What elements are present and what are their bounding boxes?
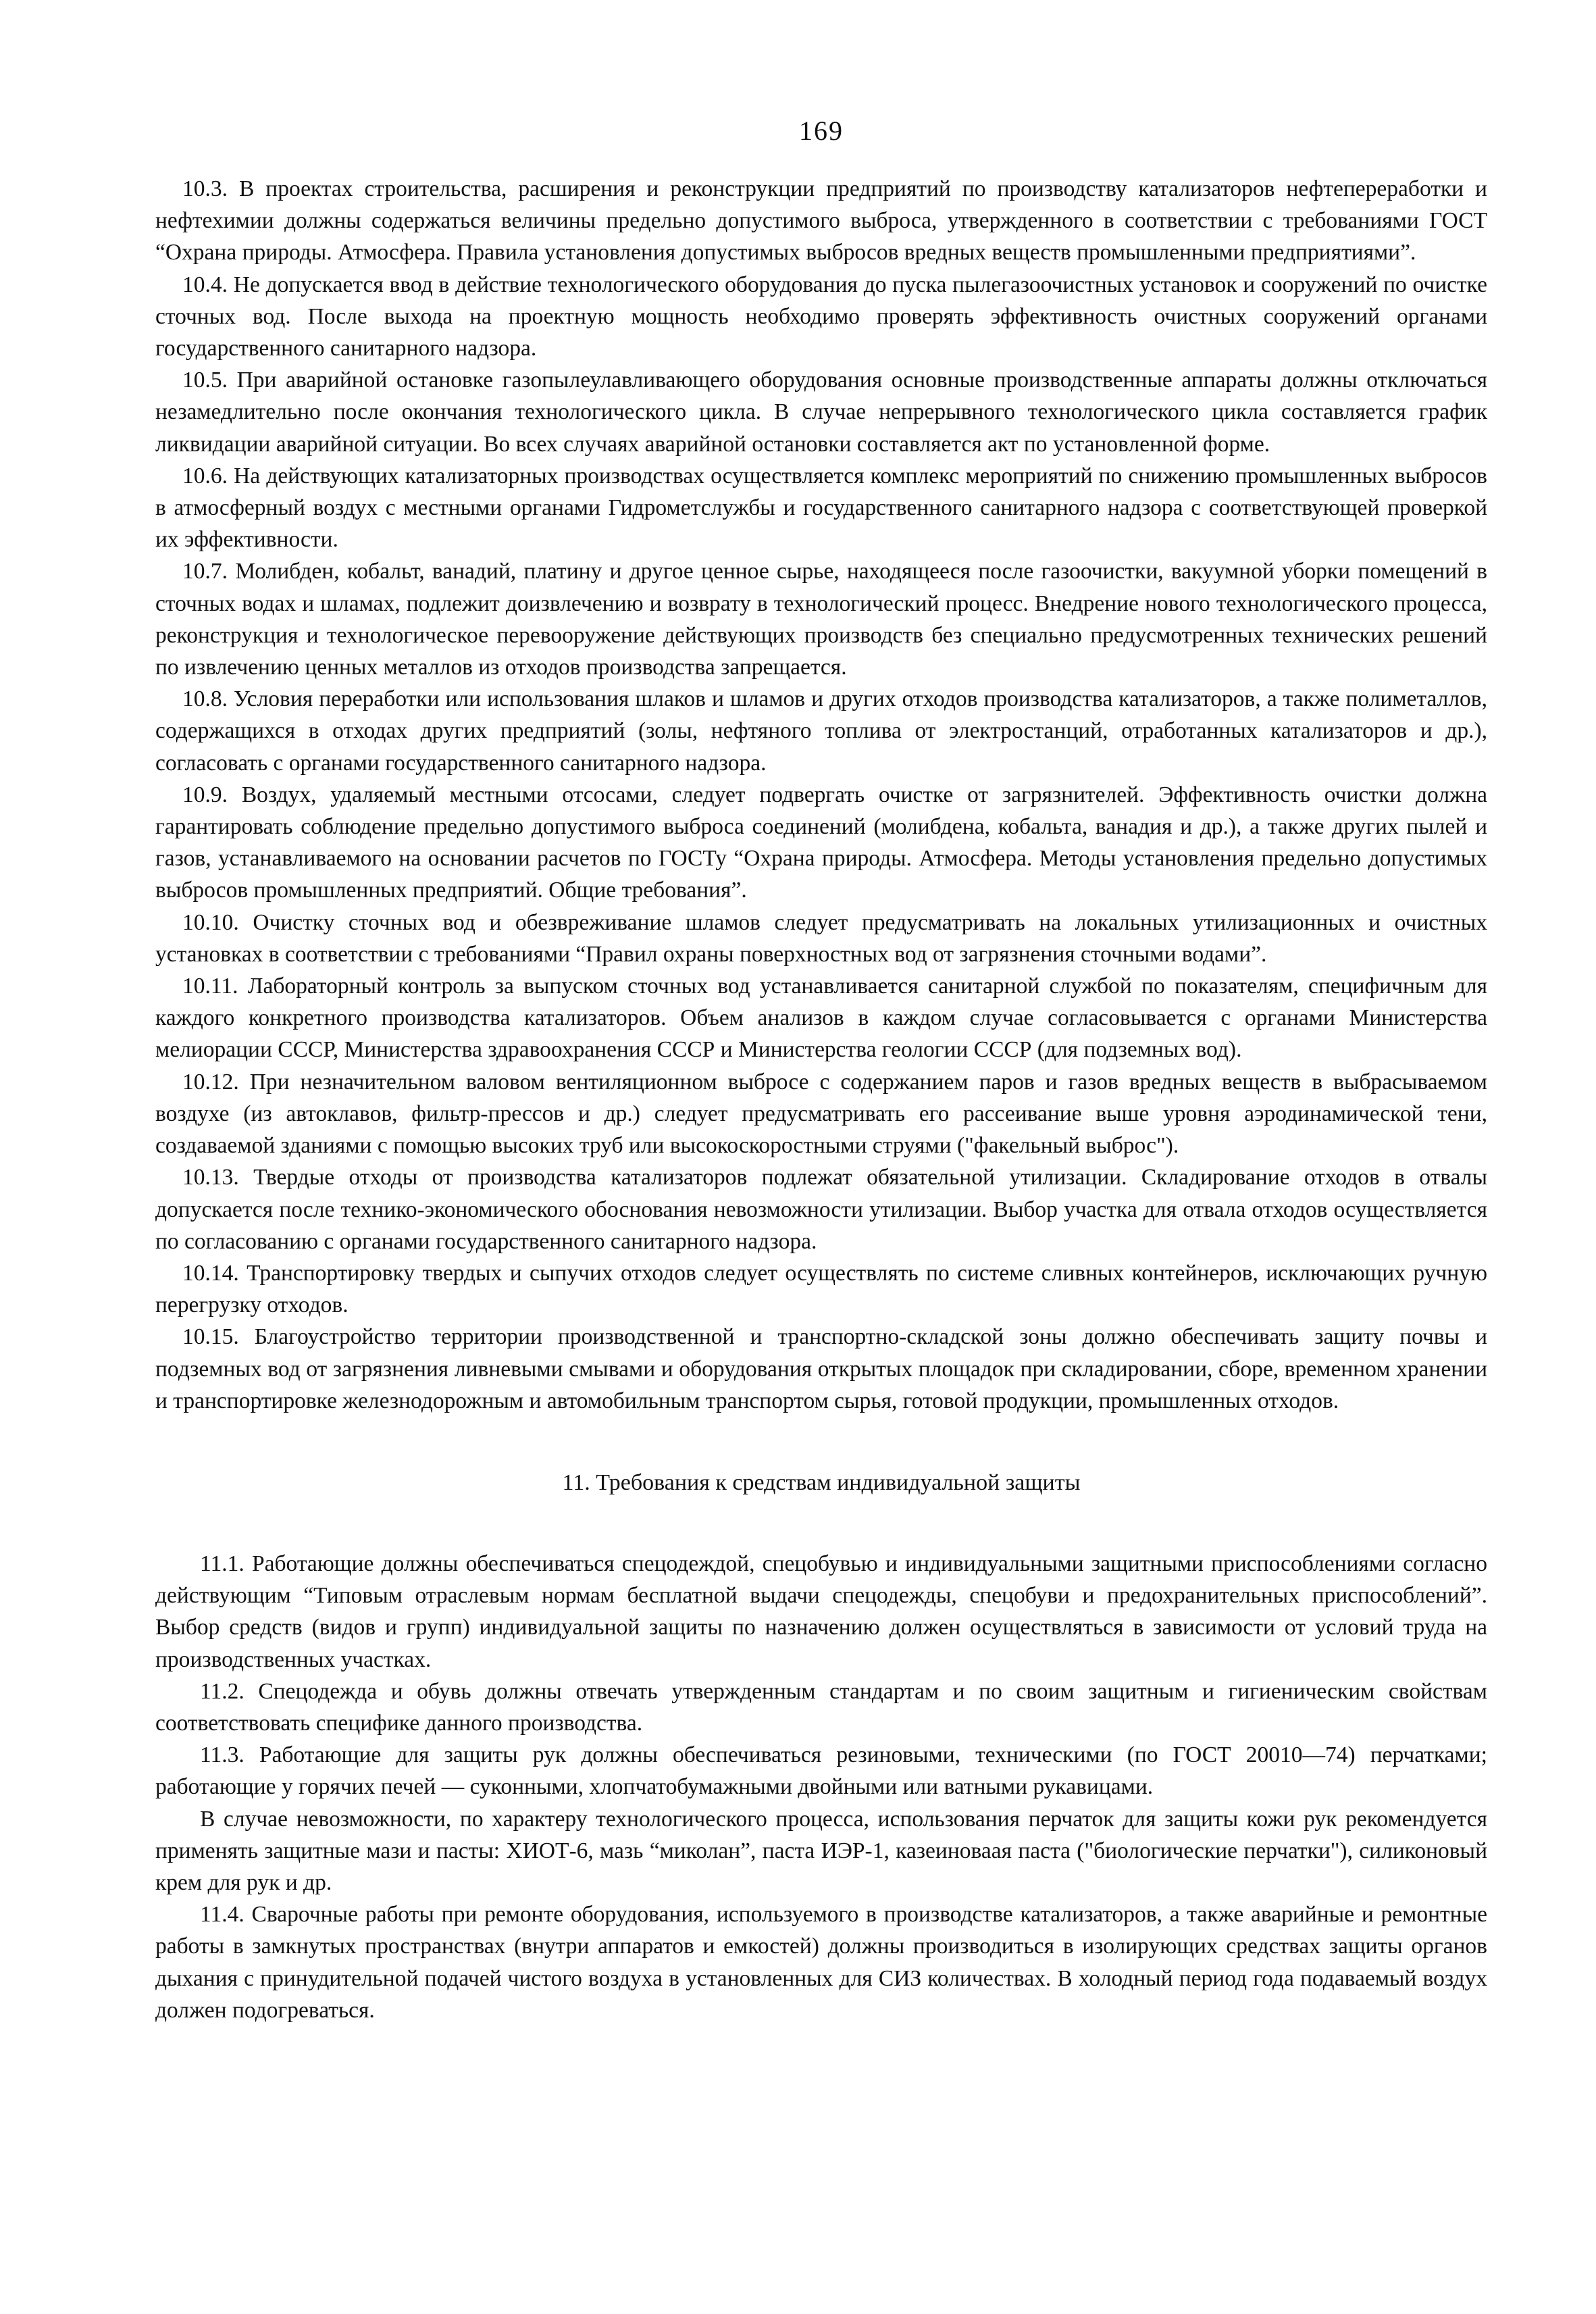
paragraph-10-3: 10.3. В проектах строительства, расширения и реконструкции предприятий по производству катализаторов нефтепереработки и нефтехимии должны содержаться величины предельно допустимого выброса, утвержденного в соответствии с требованиями ГОСТ “Охрана природы. Атмосфера. Правила установления допустимых выбросов вредных веществ промышленными предприятиями”.	[155, 176, 1487, 266]
section-11	[155, 1548, 1487, 2026]
paragraph-10-11: 10.11. Лабораторный контроль за выпуском сточных вод устанавливается санитарной службой по показателям, специфичным для каждого конкретного производства катализаторов. Объем анализов в каждом случае согласовывается с органами Министерства мелиорации СССР, Министерства здравоохранения СССР и Министерства геологии СССР (для подземных вод).	[155, 974, 1487, 1063]
paragraph-10-7: 10.7. Молибден, кобальт, ванадий, платину и другое ценное сырье, находящееся после газоочистки, вакуумной уборки помещений в сточных водах и шламах, подлежит доизвлечению и возврату в технологический процесс. Внедрение нового технологического процесса, реконструкция и технологическое перевооружение действующих производств без специально предусмотренных технических решений по извлечению ценных металлов из отходов производства запрещается.	[155, 559, 1487, 680]
paragraph-11-2: 11.2. Спецодежда и обувь должны отвечать утвержденным стандартам и по своим защитным и гигиеническим свойствам соответствовать специфике данного производства.	[155, 1678, 1487, 1736]
paragraph-10-15: 10.15. Благоустройство территории производственной и транспортно-складской зоны должно обеспечивать защиту почвы и подземных вод от загрязнения ливневыми смывами и оборудования открытых площадок при складировании, сборе, временном хранении и транспортировке железнодорожным и автомобильным транспортом сырья, готовой продукции, промышленных отходов.	[155, 1324, 1487, 1413]
paragraph-10-12: 10.12. При незначительном валовом вентиляционном выбросе с содержанием паров и газов вредных веществ в выбрасываемом воздухе (из автоклавов, фильтр-прессов и др.) следует предусматривать его рассеивание выше уровня аэродинамической тени, создаваемой зданиями с помощью высоких труб или высокоскоростными струями ("факельный выброс").	[155, 1069, 1487, 1159]
paragraph-10-6: 10.6. На действующих катализаторных производствах осуществляется комплекс мероприятий по снижению промышленных выбросов в атмосферный воздух с местными органами Гидрометслужбы и государственного санитарного надзора с соответствующей проверкой их эффективности.	[155, 463, 1487, 553]
paragraph-11-3-note: В случае невозможности, по характеру технологического процесса, использования перчаток для защиты кожи рук рекомендуется применять защитные мази и пасты: ХИОТ-6, мазь “миколан”, паста ИЭР-1, казеиноваая паста ("биологические перчатки"), силиконовый крем для рук и др.	[155, 1806, 1487, 1895]
paragraph-11-4: 11.4. Сварочные работы при ремонте оборудования, используемого в производстве катализаторов, а также аварийные и ремонтные работы в замкнутых пространствах (внутри аппаратов и емкостей) должны производиться в изолирующих средствах защиты органов дыхания с принудительной подачей чистого воздуха в установленных для СИЗ количествах. В холодный период года подаваемый воздух должен подогреваться.	[155, 1902, 1487, 2023]
section-11-title: 11. Требования к средствам индивидуальной защиты	[562, 1469, 1081, 1495]
paragraph-10-13: 10.13. Твердые отходы от производства катализаторов подлежат обязательной утилизации. Складирование отходов в отвалы допускается после технико-экономического обоснования невозможности утилизации. Выбор участка для отвала отходов осуществляется по согласованию с органами государственного санитарного надзора.	[155, 1165, 1487, 1254]
document-page	[155, 115, 1487, 2026]
paragraph-10-4: 10.4. Не допускается ввод в действие технологического оборудования до пуска пылегазоочистных установок и сооружений по очистке сточных вод. После выхода на проектную мощность необходимо проверять эффективность очистных сооружений органами государственного санитарного надзора.	[155, 272, 1487, 361]
paragraph-10-8: 10.8. Условия переработки или использования шлаков и шламов и других отходов производства катализаторов, а также полиметаллов, содержащихся в отходах других предприятий (золы, нефтяного топлива от электростанций, отработанных катализаторов и др.), согласовать с органами государственного санитарного надзора.	[155, 686, 1487, 776]
paragraph-11-1: 11.1. Работающие должны обеспечиваться спецодеждой, спецобувью и индивидуальными защитными приспособлениями согласно действующим “Типовым отраслевым нормам бесплатной выдачи спецодежды, спецобуви и предохранительных приспособлений”. Выбор средств (видов и групп) индивидуальной защиты по назначению должен осуществляться в зависимости от условий труда на производственных участках.	[155, 1551, 1487, 1672]
paragraph-11-3: 11.3. Работающие для защиты рук должны обеспечиваться резиновыми, техническими (по ГОСТ 20010—74) перчатками; работающие у горячих печей — суконными, хлопчатобумажными двойными или ватными рукавицами.	[155, 1742, 1487, 1800]
paragraph-10-5: 10.5. При аварийной остановке газопылеулавливающего оборудования основные производственные аппараты должны отключаться незамедлительно после окончания технологического цикла. В случае непрерывного технологического цикла составляется график ликвидации аварийной ситуации. Во всех случаях аварийной остановки составляется акт по установленной форме.	[155, 368, 1487, 457]
paragraph-10-9: 10.9. Воздух, удаляемый местными отсосами, следует подвергать очистке от загрязнителей. Эффективность очистки должна гарантировать соблюдение предельно допустимого выброса соединений (молибдена, кобальта, ванадия и др.), а также других пылей и газов, устанавливаемого на основании расчетов по ГОСТу “Охрана природы. Атмосфера. Методы установления предельно допустимых выбросов промышленных предприятий. Общие требования”.	[155, 782, 1487, 903]
paragraph-10-10: 10.10. Очистку сточных вод и обезвреживание шламов следует предусматривать на локальных утилизационных и очистных установках в соответствии с требованиями “Правил охраны поверхностных вод от загрязнения сточными водами”.	[155, 909, 1487, 967]
paragraph-10-14: 10.14. Транспортировку твердых и сыпучих отходов следует осуществлять по системе сливных контейнеров, исключающих ручную перегрузку отходов.	[155, 1260, 1487, 1318]
page-number: 169	[799, 116, 844, 146]
section-10	[155, 173, 1487, 1417]
